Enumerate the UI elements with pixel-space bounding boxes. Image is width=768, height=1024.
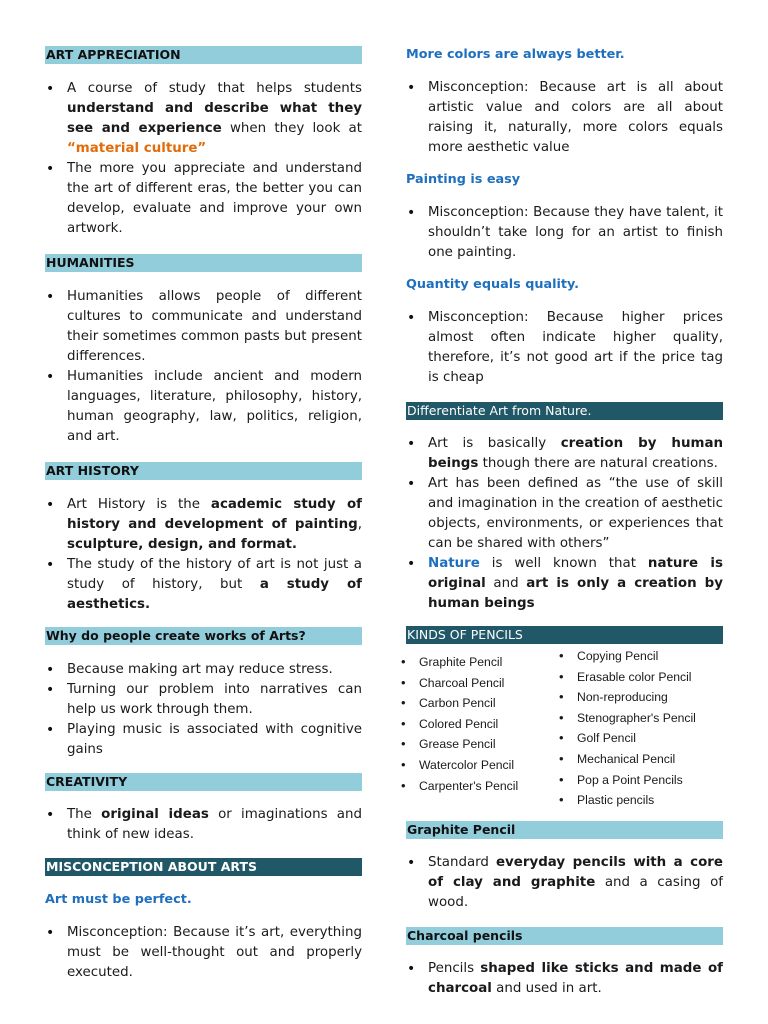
right-column (406, 46, 723, 999)
list-item: • Stenographer's Pencil (560, 708, 723, 729)
painting-easy-subheading: Painting is easy (406, 172, 521, 187)
art-must-be-perfect-subheading: Art must be perfect. (45, 892, 192, 907)
differentiate-list (406, 434, 723, 614)
list-item: • Erasable color Pencil (560, 667, 723, 688)
list-item: • The study of the history of art is not just a study of history, but a study of aesthetics. (45, 555, 362, 615)
list-item: • Plastic pencils (560, 790, 723, 811)
list-item: • Misconception: Because art is all about artistic value and colors are all about raising it, naturally, more colors equals more aesthetic value (406, 78, 723, 158)
art-appreciation-header: ART APPRECIATION (45, 46, 362, 64)
list-item: • Standard everyday pencils with a core of clay and graphite and a casing of wood. (406, 853, 723, 913)
pencil-list-right (560, 646, 723, 811)
art-history-list (45, 495, 362, 615)
list-item: • Art has been defined as “the use of skill and imagination in the creation of aesthetic objects, environments, or experiences that can be shared with others” (406, 474, 723, 554)
list-item: • The original ideas or imaginations and think of new ideas. (45, 805, 362, 845)
list-item: • Graphite Pencil (402, 652, 560, 673)
quantity-list (406, 308, 723, 388)
humanities-header: HUMANITIES (45, 254, 362, 272)
creativity-header: CREATIVITY (45, 773, 362, 791)
humanities-list (45, 287, 362, 447)
list-item: • Carbon Pencil (402, 693, 560, 714)
graphite-pencil-header: Graphite Pencil (406, 821, 723, 839)
list-item: • Golf Pencil (560, 728, 723, 749)
list-item: • Playing music is associated with cognitive gains (45, 720, 362, 760)
list-item: • Mechanical Pencil (560, 749, 723, 770)
quantity-subheading: Quantity equals quality. (406, 277, 580, 292)
list-item: • Misconception: Because they have talent, it shouldn’t take long for an artist to finish one painting. (406, 203, 723, 263)
why-create-header: Why do people create works of Arts? (45, 627, 362, 645)
list-item: • A course of study that helps students understand and describe what they see and experience when they look at “material culture” (45, 79, 362, 159)
pencil-kinds-lists (406, 644, 723, 811)
list-item: • The more you appreciate and understand the art of different eras, the better you can develop, evaluate and improve your own artwork. (45, 159, 362, 239)
list-item: • Colored Pencil (402, 714, 560, 735)
list-item: • Humanities include ancient and modern languages, literature, philosophy, history, human geography, law, politics, religion, and art. (45, 367, 362, 447)
art-appreciation-list (45, 79, 362, 239)
list-item: • Pencils shaped like sticks and made of charcoal and used in art. (406, 959, 723, 999)
list-item: • Grease Pencil (402, 734, 560, 755)
left-column (45, 46, 362, 983)
pencil-list-left (402, 652, 560, 811)
painting-easy-list (406, 203, 723, 263)
list-item: • Art is basically creation by human beings though there are natural creations. (406, 434, 723, 474)
list-item: • Copying Pencil (560, 646, 723, 667)
list-item: • Because making art may reduce stress. (45, 660, 362, 680)
list-item: • Humanities allows people of different cultures to communicate and understand their sometimes common pasts but present differences. (45, 287, 362, 367)
art-history-header: ART HISTORY (45, 462, 362, 480)
charcoal-list (406, 959, 723, 999)
list-item: • Pop a Point Pencils (560, 770, 723, 791)
list-item: • Art History is the academic study of history and development of painting, sculpture, design, and format. (45, 495, 362, 555)
creativity-list (45, 805, 362, 845)
list-item: • Carpenter's Pencil (402, 776, 560, 797)
more-colors-subheading: More colors are always better. (406, 47, 625, 62)
misconception-header: MISCONCEPTION ABOUT ARTS (45, 858, 362, 876)
list-item: • Nature is well known that nature is original and art is only a creation by human beings (406, 554, 723, 614)
list-item: • Misconception: Because it’s art, everything must be well-thought out and properly executed. (45, 923, 362, 983)
art-perfect-list (45, 923, 362, 983)
kinds-of-pencils-header: KINDS OF PENCILS (406, 626, 723, 644)
list-item: • Charcoal Pencil (402, 673, 560, 694)
why-create-list (45, 660, 362, 760)
more-colors-list (406, 78, 723, 158)
list-item: • Misconception: Because higher prices almost often indicate higher quality, therefore, it’s not good art if the price tag is cheap (406, 308, 723, 388)
differentiate-header: Differentiate Art from Nature. (406, 402, 723, 420)
list-item: • Turning our problem into narratives can help us work through them. (45, 680, 362, 720)
list-item: • Watercolor Pencil (402, 755, 560, 776)
list-item: • Non-reproducing (560, 687, 723, 708)
graphite-list (406, 853, 723, 913)
charcoal-pencils-header: Charcoal pencils (406, 927, 723, 945)
